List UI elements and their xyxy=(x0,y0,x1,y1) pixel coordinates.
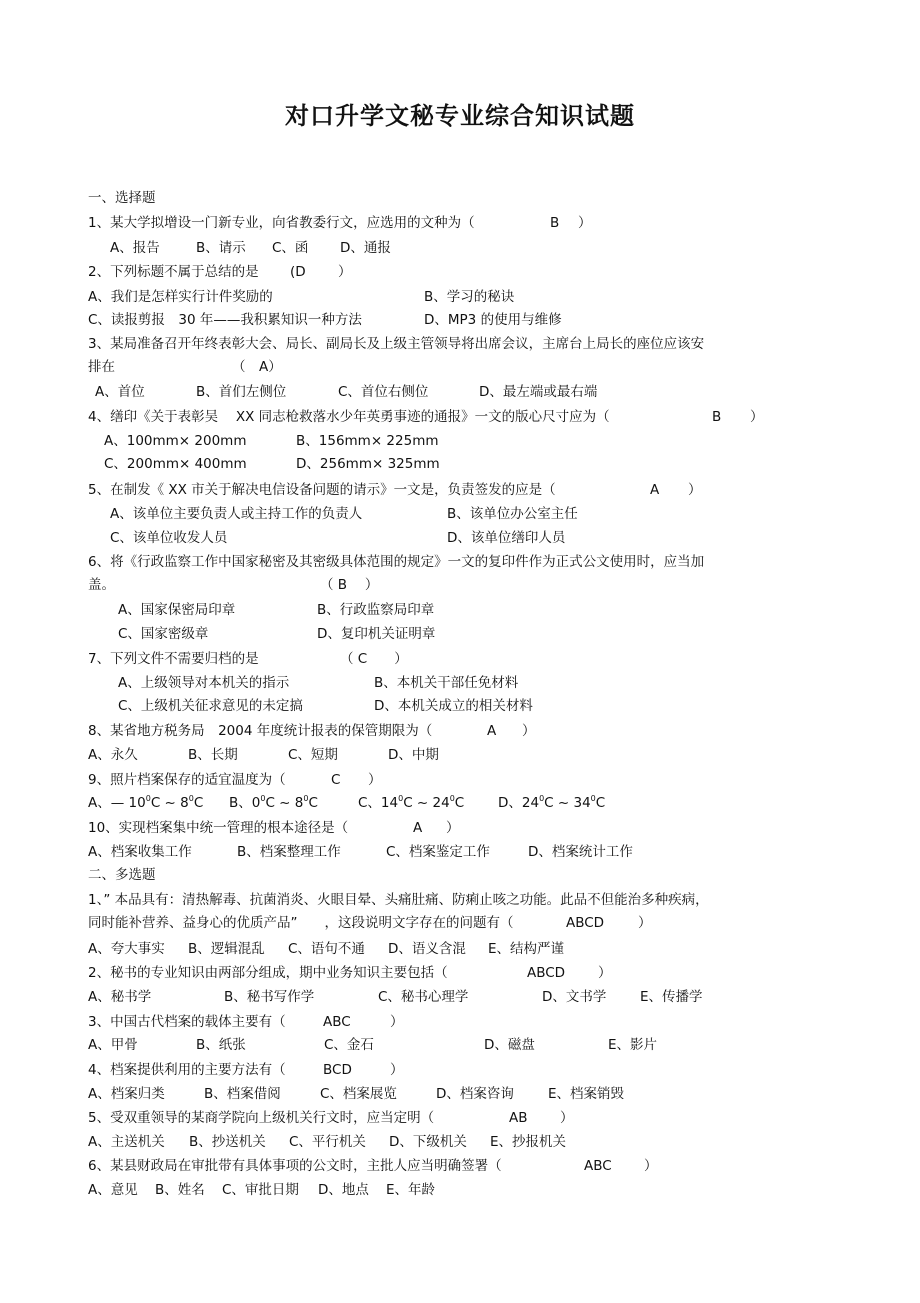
option: A、夸大事实 xyxy=(88,941,165,957)
option: B、长期 xyxy=(188,747,238,763)
option: D、该单位缮印人员 xyxy=(447,530,566,546)
option: D、档案统计工作 xyxy=(528,844,633,860)
answer-m5: AB xyxy=(509,1110,528,1126)
option-b xyxy=(229,794,318,812)
option: B、档案整理工作 xyxy=(237,844,341,860)
answer-m2: ABCD xyxy=(527,965,566,981)
answer-close: ） xyxy=(638,915,652,931)
degree-mark: 0 xyxy=(398,794,404,803)
option-c xyxy=(358,794,464,812)
section-heading: 一、选择题 xyxy=(88,190,156,206)
option: E、传播学 xyxy=(640,989,703,1005)
text: C xyxy=(595,795,606,811)
option: A、永久 xyxy=(88,747,138,763)
option: B、学习的秘诀 xyxy=(424,289,515,305)
option: C、短期 xyxy=(288,747,338,763)
text: C xyxy=(454,795,465,811)
option: D、档案咨询 xyxy=(436,1086,514,1102)
text: A、— 10 xyxy=(88,795,146,811)
answer-m4: BCD xyxy=(323,1062,352,1078)
question-7: 7、下列文件不需要归档的是 xyxy=(88,651,259,667)
answer-10: A xyxy=(413,820,423,836)
option: A、报告 xyxy=(110,240,160,256)
option: B、首们左侧位 xyxy=(196,384,287,400)
option: A、国家保密局印章 xyxy=(118,602,236,618)
option: B、请示 xyxy=(196,240,246,256)
option: C、首位右侧位 xyxy=(338,384,429,400)
degree-mark: 0 xyxy=(539,794,545,803)
option: D、复印机关证明章 xyxy=(317,626,436,642)
text: C xyxy=(193,795,204,811)
option: C、200mm× 400mm xyxy=(104,456,247,472)
option: C、金石 xyxy=(324,1037,374,1053)
option: B、档案借阅 xyxy=(204,1086,281,1102)
option-d xyxy=(498,794,605,812)
multi-question-4: 4、档案提供利用的主要方法有（ xyxy=(88,1062,286,1078)
option: E、年龄 xyxy=(386,1182,436,1198)
option: D、磁盘 xyxy=(484,1037,535,1053)
answer-close: ） xyxy=(390,1062,404,1078)
option: C、该单位收发人员 xyxy=(110,530,228,546)
option: D、256mm× 325mm xyxy=(296,456,440,472)
multi-question-3: 3、中国古代档案的载体主要有（ xyxy=(88,1014,286,1030)
answer-close: ） xyxy=(578,215,592,231)
option: B、该单位办公室主任 xyxy=(447,506,578,522)
text: C ~ 24 xyxy=(403,795,450,811)
answer-close: ） xyxy=(644,1158,658,1174)
degree-mark: 0 xyxy=(145,794,151,803)
answer-close: ） xyxy=(390,1014,404,1030)
answer-2: (D xyxy=(290,264,306,280)
option: C、平行机关 xyxy=(289,1134,366,1150)
section-heading: 二、多选题 xyxy=(88,867,156,883)
question-9: 9、照片档案保存的适宜温度为（ xyxy=(88,772,286,788)
answer-close: ） xyxy=(522,723,536,739)
option: A、档案收集工作 xyxy=(88,844,192,860)
answer-m6: ABC xyxy=(584,1158,612,1174)
option: D、通报 xyxy=(340,240,391,256)
answer-m1: ABCD xyxy=(566,915,605,931)
answer-3: （ A） xyxy=(232,359,282,375)
text: C ~ 34 xyxy=(544,795,591,811)
option: C、审批日期 xyxy=(222,1182,299,1198)
option: E、影片 xyxy=(608,1037,658,1053)
option: C、档案鉴定工作 xyxy=(386,844,490,860)
degree-mark: 0 xyxy=(188,794,194,803)
option: A、甲骨 xyxy=(88,1037,138,1053)
option: B、逻辑混乱 xyxy=(188,941,265,957)
option: B、156mm× 225mm xyxy=(296,433,439,449)
option: A、首位 xyxy=(95,384,145,400)
option-a xyxy=(88,794,203,812)
option: C、语句不通 xyxy=(288,941,365,957)
question-6-cont: 盖。 xyxy=(88,577,115,593)
answer-9: C xyxy=(331,772,341,788)
multi-question-2: 2、秘书的专业知识由两部分组成，期中业务知识主要包括（ xyxy=(88,965,448,981)
multi-question-6: 6、某县财政局在审批带有具体事项的公文时，主批人应当明确签署（ xyxy=(88,1158,502,1174)
option: C、秘书心理学 xyxy=(378,989,469,1005)
answer-close: ） xyxy=(598,965,612,981)
degree-mark: 0 xyxy=(303,794,309,803)
option: D、本机关成立的相关材料 xyxy=(374,698,533,714)
option: D、语义含混 xyxy=(388,941,466,957)
answer-close: ） xyxy=(750,409,764,425)
answer-close: ） xyxy=(688,482,702,498)
multi-question-5: 5、受双重领导的某商学院向上级机关行文时，应当定明（ xyxy=(88,1110,435,1126)
answer-close: ） xyxy=(560,1110,574,1126)
option: C、档案展览 xyxy=(320,1086,397,1102)
option: C、读报剪报 30 年——我积累知识一种方法 xyxy=(88,312,362,328)
answer-close: ） xyxy=(338,264,352,280)
option: A、我们是怎样实行计件奖励的 xyxy=(88,289,273,305)
question-3: 3、某局准备召开年终表彰大会、局长、副局长及上级主管领导将出席会议，主席台上局长的座位应该安 xyxy=(88,336,705,352)
option: A、档案归类 xyxy=(88,1086,165,1102)
degree-mark: 0 xyxy=(260,794,266,803)
option: A、意见 xyxy=(88,1182,138,1198)
text: C xyxy=(308,795,318,811)
option: A、上级领导对本机关的指示 xyxy=(118,675,290,691)
option: A、秘书学 xyxy=(88,989,152,1005)
answer-close: ） xyxy=(446,820,460,836)
option: C、函 xyxy=(272,240,309,256)
option: B、本机关干部任免材料 xyxy=(374,675,519,691)
text: B、0 xyxy=(229,795,261,811)
degree-mark: 0 xyxy=(590,794,596,803)
question-5: 5、在制发《 XX 市关于解决电信设备问题的请示》一文是，负责签发的应是（ xyxy=(88,482,556,498)
question-3-cont: 排在 xyxy=(88,359,115,375)
answer-m3: ABC xyxy=(323,1014,351,1030)
answer-7: （ C ） xyxy=(340,651,408,667)
option: D、文书学 xyxy=(542,989,607,1005)
option: C、上级机关征求意见的未定搞 xyxy=(118,698,303,714)
question-8: 8、某省地方税务局 2004 年度统计报表的保管期限为（ xyxy=(88,723,433,739)
option: A、100mm× 200mm xyxy=(104,433,247,449)
answer-5: A xyxy=(650,482,660,498)
option: D、地点 xyxy=(318,1182,369,1198)
question-1 xyxy=(88,214,475,232)
page-title: 对口升学文秘专业综合知识试题 xyxy=(285,102,635,130)
option: E、档案销毁 xyxy=(548,1086,625,1102)
answer-8: A xyxy=(487,723,497,739)
option: E、结构严谨 xyxy=(488,941,565,957)
text: D、24 xyxy=(498,795,540,811)
answer-1: B xyxy=(550,215,560,231)
option: B、行政监察局印章 xyxy=(317,602,435,618)
multi-question-1-cont: 同时能补营养、益身心的优质产品” ，这段说明文字存在的问题有（ xyxy=(88,915,514,931)
option: E、抄报机关 xyxy=(490,1134,567,1150)
option: D、MP3 的使用与维修 xyxy=(424,312,562,328)
text: C ~ 8 xyxy=(150,795,189,811)
option: C、国家密级章 xyxy=(118,626,209,642)
question-stem: 2、下列标题不属于总结的是 xyxy=(88,264,259,280)
option: D、最左端或最右端 xyxy=(479,384,598,400)
answer-6: （ B ） xyxy=(320,577,379,593)
option: D、中期 xyxy=(388,747,439,763)
degree-mark: 0 xyxy=(449,794,455,803)
answer-4: B xyxy=(712,409,722,425)
option: B、纸张 xyxy=(196,1037,246,1053)
text: C ~ 8 xyxy=(265,795,304,811)
option: D、下级机关 xyxy=(389,1134,467,1150)
answer-close: ） xyxy=(368,772,382,788)
option: A、主送机关 xyxy=(88,1134,165,1150)
text: C、14 xyxy=(358,795,399,811)
option: B、秘书写作学 xyxy=(224,989,315,1005)
option: B、姓名 xyxy=(155,1182,205,1198)
question-10: 10、实现档案集中统一管理的根本途径是（ xyxy=(88,820,349,836)
option: A、该单位主要负责人或主持工作的负责人 xyxy=(110,506,363,522)
multi-question-1: 1、” 本品具有：清热解毒、抗菌消炎、火眼目晕、头痛肚痛、防痢止咳之功能。此品不但能治多种疾病， xyxy=(88,892,709,908)
question-4: 4、缮印《关于表彰吴 XX 同志枪救落水少年英勇事迹的通报》一文的版心尺寸应为（ xyxy=(88,409,610,425)
question-6: 6、将《行政监察工作中国家秘密及其密级具体范围的规定》一文的复印件作为正式公文使用时，应当加 xyxy=(88,554,705,570)
question-stem: 1、某大学拟增设一门新专业，向省教委行文，应选用的文种为（ xyxy=(88,215,475,231)
question-2 xyxy=(88,263,259,281)
option: B、抄送机关 xyxy=(189,1134,266,1150)
